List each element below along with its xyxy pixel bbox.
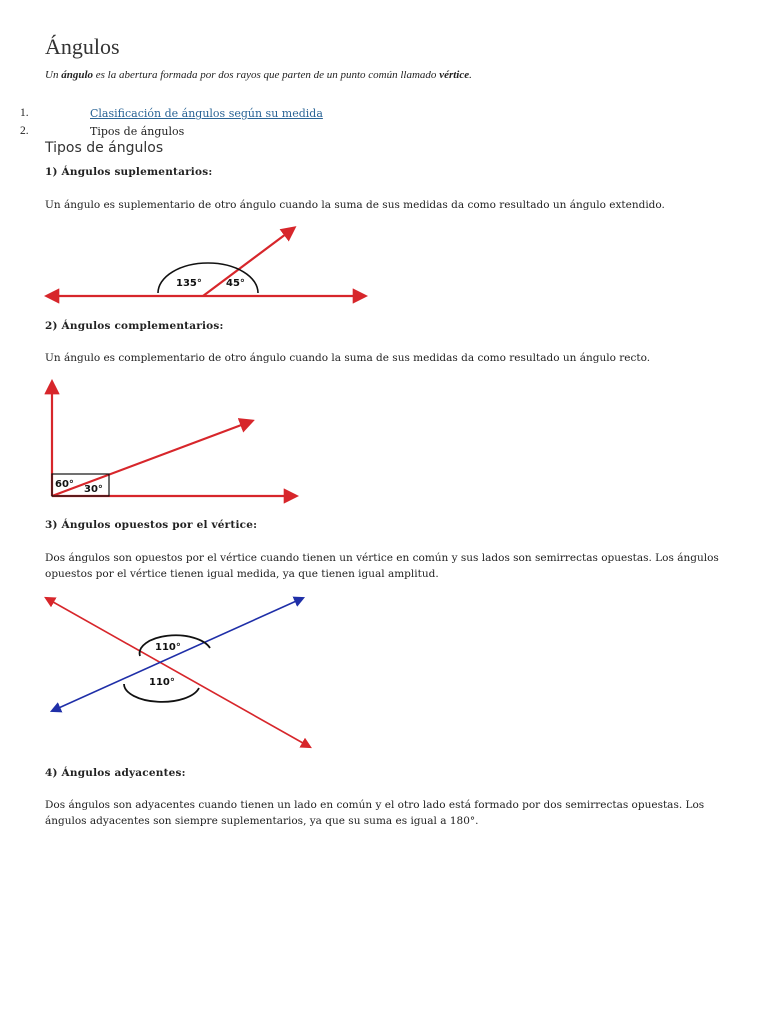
heading-complementarios: 2) Ángulos complementarios: xyxy=(45,320,224,332)
heading-opuestos: 3) Ángulos opuestos por el vértice: xyxy=(45,519,258,531)
blue-line xyxy=(52,598,303,711)
figure-suplementarios xyxy=(47,228,365,296)
red-line xyxy=(46,598,310,747)
label-110-bottom: 110° xyxy=(149,677,175,688)
figure-complementarios xyxy=(52,382,296,496)
text-complementarios: Un ángulo es complementario de otro ángulo cuando la suma de sus medidas da como resultado un ángulo recto. xyxy=(45,352,651,364)
oblique-ray xyxy=(203,228,294,296)
oblique-ray xyxy=(52,421,252,496)
heading-suplementarios: 1) Ángulos suplementarios: xyxy=(45,166,213,178)
text-opuestos: Dos ángulos son opuestos por el vértice cuando tienen un vértice en común y sus lados son semirrectas opuestas. Los ángulos opuestos por el vértice tienen igual medida, ya que tienen igual amplitud. xyxy=(45,552,719,580)
toc-number-1: 1. xyxy=(20,107,29,119)
term-vertice: vértice xyxy=(439,69,470,81)
figure-opuestos xyxy=(46,598,310,747)
text-suplementarios: Un ángulo es suplementario de otro ángulo cuando la suma de sus medidas da como resultado un ángulo extendido. xyxy=(45,199,665,211)
toc-item-tipos: Tipos de ángulos xyxy=(90,125,185,138)
toc-link-clasificacion[interactable]: Clasificación de ángulos según su medida xyxy=(90,107,323,120)
intro-paragraph: Un ángulo es la abertura formada por dos rayos que parten de un punto común llamado vértice. xyxy=(45,69,472,81)
text-adyacentes: Dos ángulos son adyacentes cuando tienen un lado en común y el otro lado está formado por dos semirrectas opuestas. Los ángulos adyacentes son siempre suplementarios, ya que su suma es igual a 180°. xyxy=(45,799,705,827)
label-30: 30° xyxy=(84,484,103,495)
toc-number-2: 2. xyxy=(20,125,29,137)
label-110-top: 110° xyxy=(155,642,181,653)
label-45: 45° xyxy=(226,278,245,289)
label-135: 135° xyxy=(176,278,202,289)
section-title: Tipos de ángulos xyxy=(45,140,164,156)
term-angulo: ángulo xyxy=(61,69,93,81)
heading-adyacentes: 4) Ángulos adyacentes: xyxy=(45,767,186,779)
label-60: 60° xyxy=(55,479,74,490)
page-title: Ángulos xyxy=(45,34,120,59)
